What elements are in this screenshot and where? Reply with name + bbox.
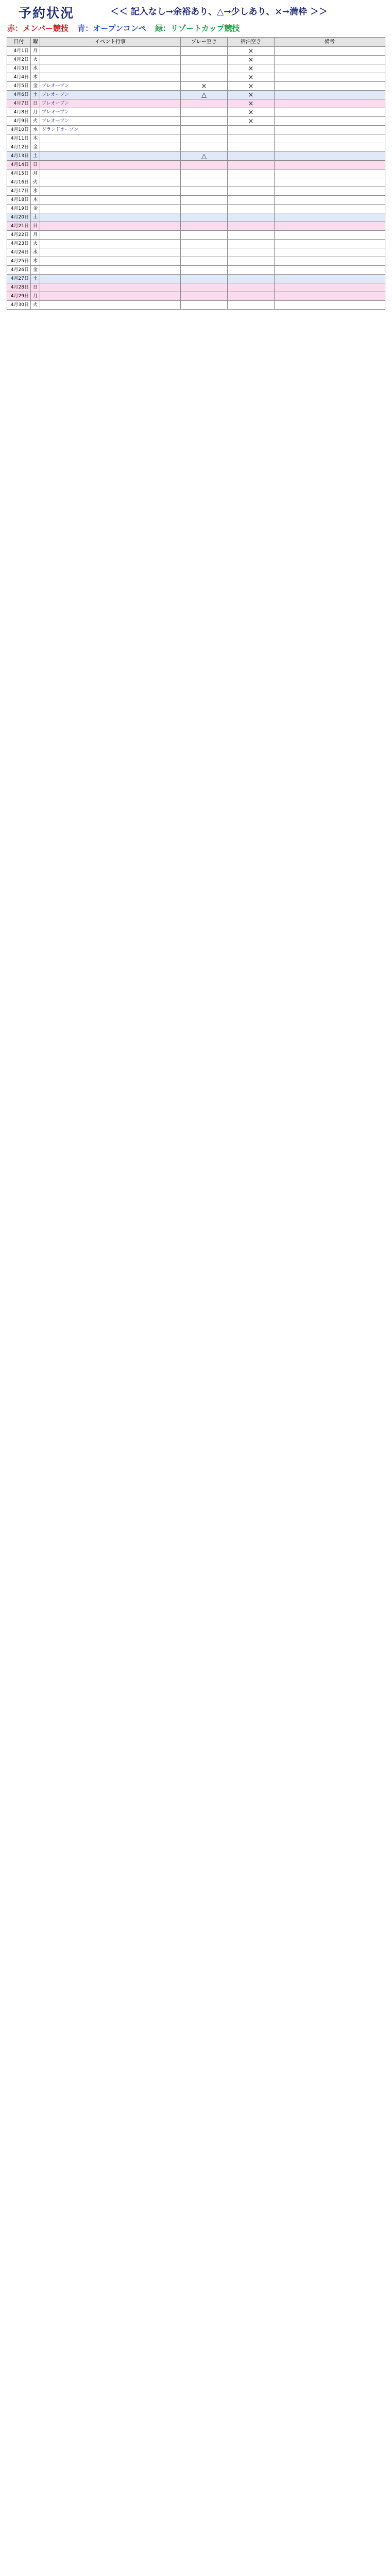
table-row — [7, 248, 385, 257]
date-cell: 4月27日 — [7, 275, 31, 283]
stay-availability-cell — [228, 143, 275, 152]
event-cell — [40, 64, 181, 73]
play-availability-cell — [181, 196, 228, 205]
date-cell: 4月26日 — [7, 266, 31, 275]
stay-availability-cell — [228, 240, 275, 248]
note-cell — [275, 99, 385, 108]
dow-cell: 水 — [31, 187, 40, 196]
table-row — [7, 187, 385, 196]
table-row — [7, 196, 385, 205]
play-availability-cell — [181, 187, 228, 196]
date-cell: 4月20日 — [7, 213, 31, 222]
date-cell: 4月12日 — [7, 143, 31, 152]
event-cell — [40, 266, 181, 275]
play-availability-cell — [181, 73, 228, 82]
date-cell: 4月28日 — [7, 283, 31, 292]
play-availability-cell — [181, 126, 228, 134]
stay-availability-cell — [228, 187, 275, 196]
header-dow: 曜 — [31, 38, 40, 47]
date-cell: 4月18日 — [7, 196, 31, 205]
event-cell — [40, 213, 181, 222]
event-cell — [40, 240, 181, 248]
event-cell — [40, 292, 181, 301]
table-header-row — [7, 38, 385, 47]
play-availability-cell — [181, 248, 228, 257]
table-row — [7, 126, 385, 134]
date-cell: 4月2日 — [7, 56, 31, 64]
table-row — [7, 56, 385, 64]
play-availability-cell — [181, 143, 228, 152]
stay-availability-cell — [228, 301, 275, 310]
note-cell — [275, 64, 385, 73]
table-row — [7, 213, 385, 222]
event-cell — [40, 301, 181, 310]
header-note: 備考 — [275, 38, 385, 47]
dow-cell: 土 — [31, 213, 40, 222]
table-row — [7, 266, 385, 275]
date-cell: 4月29日 — [7, 292, 31, 301]
note-cell — [275, 134, 385, 143]
note-cell — [275, 248, 385, 257]
stay-availability-cell — [228, 178, 275, 187]
play-availability-cell — [181, 275, 228, 283]
page-title: 予約状況 — [19, 6, 75, 21]
header-stay: 宿泊空き — [228, 38, 275, 47]
stay-availability-cell — [228, 161, 275, 170]
dow-cell: 日 — [31, 161, 40, 170]
table-row — [7, 275, 385, 283]
color-legend — [7, 23, 246, 33]
header-play: プレー空き — [181, 38, 228, 47]
event-cell — [40, 56, 181, 64]
dow-cell: 木 — [31, 257, 40, 266]
event-cell — [40, 248, 181, 257]
event-cell: プレオープン — [40, 117, 181, 126]
dow-cell: 日 — [31, 283, 40, 292]
table-row — [7, 82, 385, 91]
event-cell — [40, 205, 181, 213]
date-cell: 4月24日 — [7, 248, 31, 257]
play-availability-cell — [181, 222, 228, 231]
dow-cell: 月 — [31, 170, 40, 178]
play-availability-cell: × — [181, 82, 228, 91]
play-availability-cell — [181, 266, 228, 275]
date-cell: 4月30日 — [7, 301, 31, 310]
event-cell — [40, 47, 181, 56]
table-row — [7, 205, 385, 213]
note-cell — [275, 231, 385, 240]
event-cell — [40, 170, 181, 178]
note-cell — [275, 301, 385, 310]
dow-cell: 木 — [31, 73, 40, 82]
event-cell — [40, 143, 181, 152]
date-cell: 4月5日 — [7, 82, 31, 91]
table-row — [7, 240, 385, 248]
stay-availability-cell — [228, 292, 275, 301]
note-cell — [275, 117, 385, 126]
header-event: イベント行事 — [40, 38, 181, 47]
table-row — [7, 161, 385, 170]
stay-availability-cell: × — [228, 73, 275, 82]
event-cell — [40, 196, 181, 205]
availability-notice: ＜＜ 記入なし→余裕あり、△→少しあり、×→満枠 ＞＞ — [110, 7, 328, 17]
date-cell: 4月11日 — [7, 134, 31, 143]
note-cell — [275, 82, 385, 91]
stay-availability-cell: × — [228, 56, 275, 64]
date-cell: 4月13日 — [7, 152, 31, 161]
table-row — [7, 108, 385, 117]
table-row — [7, 292, 385, 301]
dow-cell: 水 — [31, 126, 40, 134]
note-cell — [275, 213, 385, 222]
event-cell — [40, 152, 181, 161]
stay-availability-cell: × — [228, 64, 275, 73]
event-cell — [40, 257, 181, 266]
date-cell: 4月23日 — [7, 240, 31, 248]
play-availability-cell — [181, 213, 228, 222]
event-cell: プレオープン — [40, 82, 181, 91]
play-availability-cell — [181, 205, 228, 213]
stay-availability-cell — [228, 275, 275, 283]
table-row — [7, 152, 385, 161]
table-row — [7, 231, 385, 240]
table-row — [7, 99, 385, 108]
note-cell — [275, 47, 385, 56]
note-cell — [275, 222, 385, 231]
note-cell — [275, 187, 385, 196]
table-row — [7, 170, 385, 178]
dow-cell: 日 — [31, 222, 40, 231]
table-row — [7, 47, 385, 56]
play-availability-cell — [181, 56, 228, 64]
table-row — [7, 222, 385, 231]
dow-cell: 月 — [31, 292, 40, 301]
dow-cell: 金 — [31, 205, 40, 213]
dow-cell: 月 — [31, 108, 40, 117]
play-availability-cell — [181, 99, 228, 108]
play-availability-cell — [181, 161, 228, 170]
date-cell: 4月4日 — [7, 73, 31, 82]
stay-availability-cell — [228, 205, 275, 213]
event-cell — [40, 283, 181, 292]
stay-availability-cell: × — [228, 82, 275, 91]
date-cell: 4月16日 — [7, 178, 31, 187]
note-cell — [275, 170, 385, 178]
reservation-table — [7, 37, 385, 310]
stay-availability-cell — [228, 170, 275, 178]
dow-cell: 日 — [31, 99, 40, 108]
stay-availability-cell: × — [228, 108, 275, 117]
dow-cell: 月 — [31, 231, 40, 240]
note-cell — [275, 266, 385, 275]
play-availability-cell — [181, 108, 228, 117]
dow-cell: 火 — [31, 117, 40, 126]
event-cell — [40, 275, 181, 283]
date-cell: 4月17日 — [7, 187, 31, 196]
note-cell — [275, 91, 385, 99]
dow-cell: 月 — [31, 47, 40, 56]
dow-cell: 火 — [31, 240, 40, 248]
table-row — [7, 283, 385, 292]
date-cell: 4月19日 — [7, 205, 31, 213]
stay-availability-cell: × — [228, 117, 275, 126]
play-availability-cell — [181, 283, 228, 292]
play-availability-cell — [181, 301, 228, 310]
stay-availability-cell: × — [228, 47, 275, 56]
dow-cell: 土 — [31, 152, 40, 161]
header-date: 日付 — [7, 38, 31, 47]
stay-availability-cell — [228, 266, 275, 275]
note-cell — [275, 275, 385, 283]
date-cell: 4月22日 — [7, 231, 31, 240]
event-cell: グランドオープン — [40, 126, 181, 134]
note-cell — [275, 152, 385, 161]
dow-cell: 火 — [31, 178, 40, 187]
table-row — [7, 64, 385, 73]
table-row — [7, 178, 385, 187]
stay-availability-cell — [228, 196, 275, 205]
table-row — [7, 134, 385, 143]
play-availability-cell — [181, 170, 228, 178]
stay-availability-cell — [228, 152, 275, 161]
play-availability-cell — [181, 134, 228, 143]
play-availability-cell — [181, 231, 228, 240]
table-row — [7, 143, 385, 152]
event-cell — [40, 231, 181, 240]
note-cell — [275, 257, 385, 266]
event-cell — [40, 222, 181, 231]
note-cell — [275, 283, 385, 292]
stay-availability-cell — [228, 248, 275, 257]
table-row — [7, 257, 385, 266]
note-cell — [275, 292, 385, 301]
event-cell — [40, 134, 181, 143]
date-cell: 4月14日 — [7, 161, 31, 170]
note-cell — [275, 161, 385, 170]
table-row — [7, 117, 385, 126]
stay-availability-cell — [228, 283, 275, 292]
stay-availability-cell — [228, 134, 275, 143]
dow-cell: 土 — [31, 91, 40, 99]
dow-cell: 土 — [31, 275, 40, 283]
stay-availability-cell — [228, 257, 275, 266]
dow-cell: 水 — [31, 64, 40, 73]
note-cell — [275, 108, 385, 117]
date-cell: 4月7日 — [7, 99, 31, 108]
dow-cell: 木 — [31, 134, 40, 143]
play-availability-cell: △ — [181, 91, 228, 99]
note-cell — [275, 143, 385, 152]
play-availability-cell — [181, 117, 228, 126]
date-cell: 4月25日 — [7, 257, 31, 266]
stay-availability-cell — [228, 231, 275, 240]
note-cell — [275, 56, 385, 64]
stay-availability-cell: × — [228, 91, 275, 99]
play-availability-cell — [181, 47, 228, 56]
event-cell — [40, 73, 181, 82]
dow-cell: 木 — [31, 196, 40, 205]
play-availability-cell — [181, 257, 228, 266]
note-cell — [275, 196, 385, 205]
event-cell — [40, 187, 181, 196]
note-cell — [275, 73, 385, 82]
event-cell: プレオープン — [40, 91, 181, 99]
play-availability-cell — [181, 64, 228, 73]
dow-cell: 金 — [31, 266, 40, 275]
note-cell — [275, 205, 385, 213]
stay-availability-cell: × — [228, 99, 275, 108]
dow-cell: 火 — [31, 301, 40, 310]
dow-cell: 金 — [31, 82, 40, 91]
table-row — [7, 301, 385, 310]
play-availability-cell — [181, 240, 228, 248]
date-cell: 4月3日 — [7, 64, 31, 73]
dow-cell: 金 — [31, 143, 40, 152]
event-cell — [40, 178, 181, 187]
date-cell: 4月9日 — [7, 117, 31, 126]
legend-resort: 緑：リゾートカップ競技 — [155, 24, 240, 33]
stay-availability-cell — [228, 126, 275, 134]
dow-cell: 水 — [31, 248, 40, 257]
dow-cell: 火 — [31, 56, 40, 64]
stay-availability-cell — [228, 222, 275, 231]
date-cell: 4月21日 — [7, 222, 31, 231]
date-cell: 4月10日 — [7, 126, 31, 134]
table-row — [7, 91, 385, 99]
legend-member: 赤：メンバー競技 — [7, 24, 69, 33]
legend-open: 青：オープンコンペ — [77, 24, 146, 33]
event-cell — [40, 161, 181, 170]
play-availability-cell: △ — [181, 152, 228, 161]
date-cell: 4月15日 — [7, 170, 31, 178]
date-cell: 4月1日 — [7, 47, 31, 56]
note-cell — [275, 178, 385, 187]
note-cell — [275, 126, 385, 134]
play-availability-cell — [181, 292, 228, 301]
date-cell: 4月8日 — [7, 108, 31, 117]
event-cell: プレオープン — [40, 99, 181, 108]
event-cell: プレオープン — [40, 108, 181, 117]
table-row — [7, 73, 385, 82]
play-availability-cell — [181, 178, 228, 187]
stay-availability-cell — [228, 213, 275, 222]
date-cell: 4月6日 — [7, 91, 31, 99]
note-cell — [275, 240, 385, 248]
